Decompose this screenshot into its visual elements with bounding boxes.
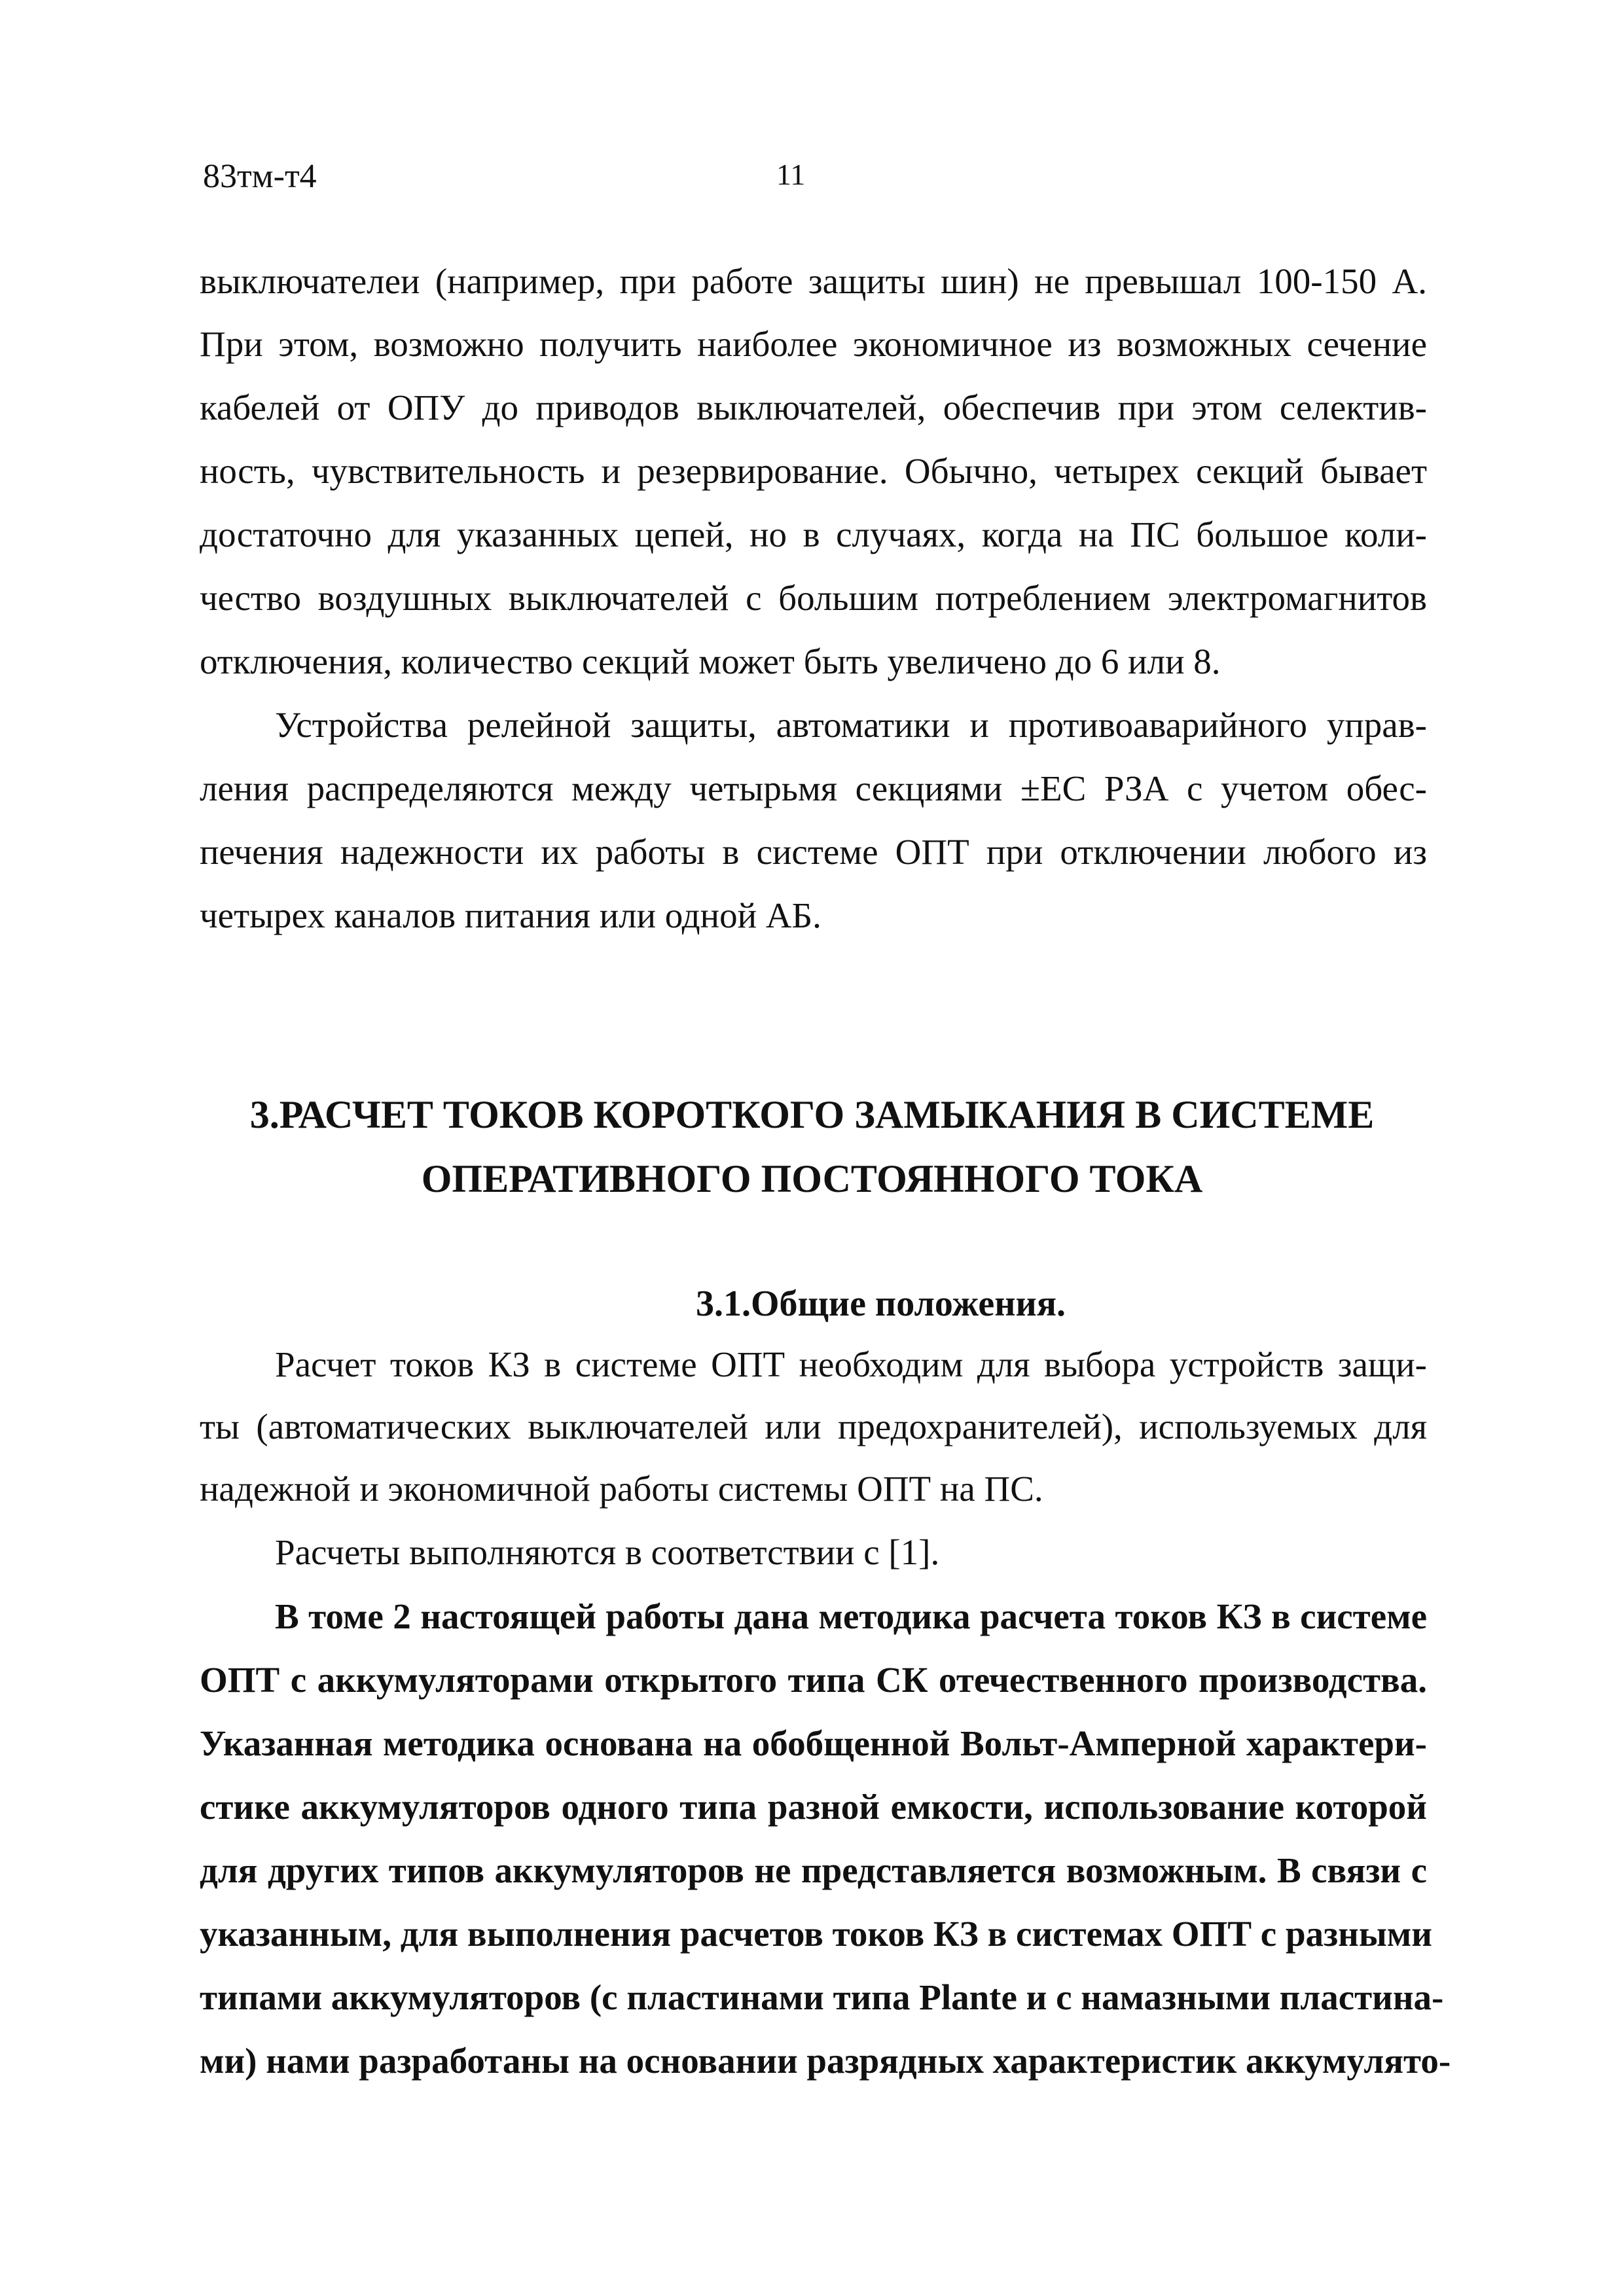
page-number: 11 (776, 158, 806, 191)
paragraph-2-line: печения надежности их работы в системе ОПТ при отключении любого из (200, 832, 1427, 872)
paragraph-5-line: стике аккумуляторов одного типа разной емкости, использование которой (200, 1787, 1427, 1827)
paragraph-5-line: типами аккумуляторов (с пластинами типа Plante и с намазными пластина- (200, 1977, 1444, 2017)
paragraph-1-line: чество воздушных выключателей с большим потреблением электромагнитов (200, 578, 1427, 618)
document-code: 83тм-т4 (203, 158, 317, 195)
paragraph-5-line: ми) нами разработаны на основании разрядных характеристик аккумулято- (200, 2041, 1451, 2081)
paragraph-1-line: ность, чувствительность и резервирование. Обычно, четырех секций бывает (200, 451, 1427, 491)
paragraph-1-line: достаточно для указанных цепей, но в случаях, когда на ПС большое коли- (200, 514, 1427, 554)
paragraph-5-line: Указанная методика основана на обобщенной Вольт-Амперной характери- (200, 1723, 1427, 1763)
paragraph-4-line: Расчеты выполняются в соответствии с [1]. (275, 1532, 940, 1572)
paragraph-1-line: кабелей от ОПУ до приводов выключателей, обеспечив при этом селектив- (200, 387, 1427, 427)
paragraph-5-line: для других типов аккумуляторов не представляется возможным. В связи с (200, 1850, 1427, 1890)
paragraph-2-line: ления распределяются между четырьмя секциями ±ЕС РЗА с учетом обес- (200, 768, 1427, 808)
paragraph-1-line: выключателеи (например, при работе защиты шин) не превышал 100-150 А. (200, 261, 1427, 301)
paragraph-5-line: ОПТ с аккумуляторами открытого типа СК отечественного производства. (200, 1660, 1427, 1700)
section-heading-line: ОПЕРАТИВНОГО ПОСТОЯННОГО ТОКА (421, 1157, 1203, 1200)
paragraph-3-line: Расчет токов КЗ в системе ОПТ необходим для выбора устройств защи- (275, 1344, 1427, 1384)
paragraph-1-line: отключения, количество секций может быть увеличено до 6 или 8. (200, 641, 1221, 681)
paragraph-2-line: Устройства релейной защиты, автоматики и противоаварийного управ- (275, 705, 1427, 745)
paragraph-3-line: ты (автоматических выключателей или предохранителей), используемых для (200, 1407, 1427, 1446)
paragraph-5-line: В томе 2 настоящей работы дана методика расчета токов КЗ в системе (275, 1596, 1427, 1636)
section-heading-line: 3.РАСЧЕТ ТОКОВ КОРОТКОГО ЗАМЫКАНИЯ В СИСТЕМЕ (249, 1093, 1375, 1136)
subsection-heading: 3.1.Общие положения. (695, 1283, 1066, 1324)
paragraph-1-line: При этом, возможно получить наиболее экономичное из возможных сечение (200, 324, 1427, 364)
paragraph-2-line: четырех каналов питания или одной АБ. (200, 895, 821, 935)
paragraph-3-line: надежной и экономичной работы системы ОПТ на ПС. (200, 1469, 1043, 1509)
paragraph-5-line: указанным, для выполнения расчетов токов КЗ в системах ОПТ с разными (200, 1914, 1432, 1954)
